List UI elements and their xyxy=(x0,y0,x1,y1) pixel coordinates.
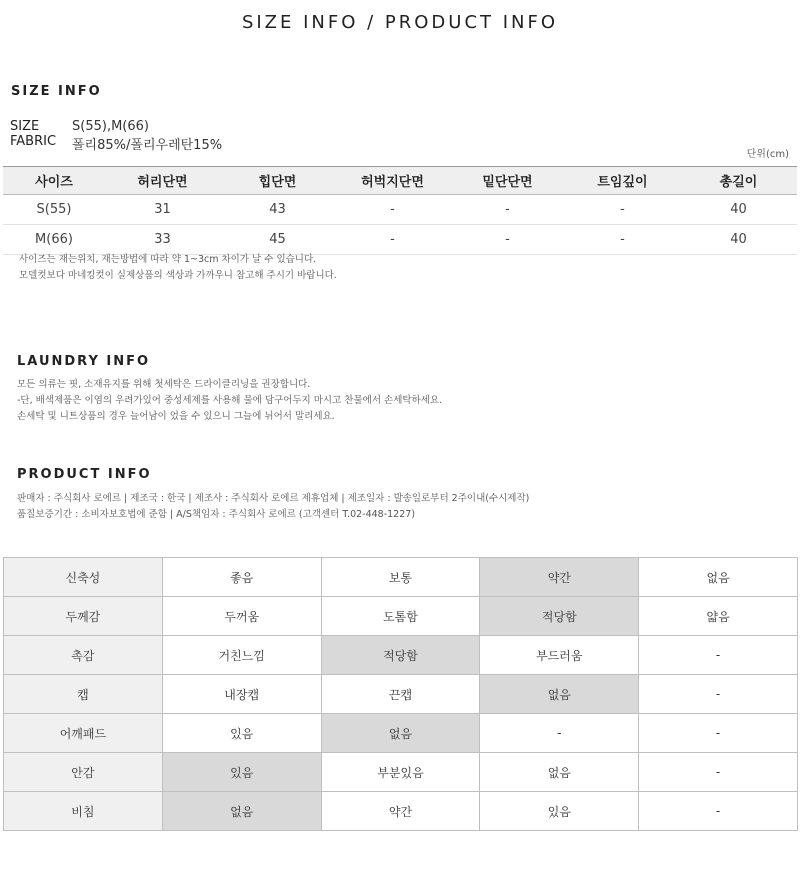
laundry-info-heading: LAUNDRY INFO xyxy=(17,354,151,369)
attribute-label: 촉감 xyxy=(4,636,163,675)
attribute-label: 비침 xyxy=(4,792,163,831)
table-cell: 43 xyxy=(220,195,335,225)
laundry-line: 모든 의류는 핏, 소재유지를 위해 첫세탁은 드라이클리닝을 권장합니다. xyxy=(17,379,311,390)
attribute-option: - xyxy=(639,753,798,792)
laundry-line: -단, 배색제품은 이염의 우려가있어 중성세제를 사용해 물에 담구어두지 마시고 찬물에서 손세탁하세요. xyxy=(17,395,443,406)
table-cell: - xyxy=(565,195,680,225)
attribute-option: 끈캡 xyxy=(321,675,480,714)
attribute-row xyxy=(4,792,798,831)
attribute-option: 없음 xyxy=(639,558,798,597)
attribute-option: 두꺼움 xyxy=(162,597,321,636)
laundry-notes xyxy=(17,377,442,425)
table-row xyxy=(3,225,797,255)
attribute-label: 두께감 xyxy=(4,597,163,636)
attribute-row xyxy=(4,714,798,753)
table-cell: S(55) xyxy=(3,195,105,225)
table-cell: - xyxy=(450,195,565,225)
table-cell: 40 xyxy=(680,195,797,225)
attribute-option: - xyxy=(639,792,798,831)
size-info-heading: SIZE INFO xyxy=(11,84,102,99)
attribute-option: - xyxy=(639,675,798,714)
attribute-label: 어깨패드 xyxy=(4,714,163,753)
fabric-value: 폴리85%/폴리우레탄15% xyxy=(72,138,223,153)
attribute-option: 적당함 xyxy=(480,597,639,636)
product-line: 판매자 : 주식회사 로에르 | 제조국 : 한국 | 제조사 : 주식회사 로에르 제휴업체 | 제조일자 : 발송일로부터 2주이내(수시제작) xyxy=(17,493,530,504)
attribute-option: 부드러움 xyxy=(480,636,639,675)
attribute-option: 없음 xyxy=(480,675,639,714)
column-header: 허리단면 xyxy=(105,167,220,195)
size-label: SIZE xyxy=(10,119,40,134)
attribute-option: 약간 xyxy=(321,792,480,831)
attribute-row xyxy=(4,558,798,597)
attribute-option: - xyxy=(639,636,798,675)
product-line: 품질보증기간 : 소비자보호법에 준함 | A/S책임자 : 주식회사 로에르 (고객센터 T.02-448-1227) xyxy=(17,509,416,520)
attribute-option: 있음 xyxy=(162,753,321,792)
table-cell: 31 xyxy=(105,195,220,225)
attribute-option: 있음 xyxy=(162,714,321,753)
fabric-label: FABRIC xyxy=(10,134,57,149)
attribute-row xyxy=(4,675,798,714)
product-notes xyxy=(17,491,529,523)
attribute-option: - xyxy=(639,714,798,753)
attribute-option: 내장캡 xyxy=(162,675,321,714)
attribute-option: 약간 xyxy=(480,558,639,597)
page-title: SIZE INFO / PRODUCT INFO xyxy=(241,12,559,33)
table-cell: 40 xyxy=(680,225,797,255)
product-attribute-table xyxy=(3,557,798,831)
attribute-option: 보통 xyxy=(321,558,480,597)
attribute-option: - xyxy=(480,714,639,753)
column-header: 총길이 xyxy=(680,167,797,195)
attribute-option: 도톰함 xyxy=(321,597,480,636)
size-notes xyxy=(19,252,337,284)
table-cell: - xyxy=(335,225,450,255)
attribute-option: 없음 xyxy=(162,792,321,831)
table-cell: - xyxy=(450,225,565,255)
size-table xyxy=(3,166,797,255)
table-row xyxy=(3,195,797,225)
attribute-option: 없음 xyxy=(321,714,480,753)
laundry-line: 손세탁 및 니트상품의 경우 늘어남이 었을 수 있으니 그늘에 뉘어서 말리세요. xyxy=(17,411,335,422)
column-header: 밑단단면 xyxy=(450,167,565,195)
attribute-option: 거친느낌 xyxy=(162,636,321,675)
attribute-label: 안감 xyxy=(4,753,163,792)
size-note: 모델컷보다 마네킹컷이 실제상품의 색상과 가까우니 참고해 주시기 바랍니다. xyxy=(19,270,337,281)
column-header: 사이즈 xyxy=(3,167,105,195)
attribute-option: 있음 xyxy=(480,792,639,831)
table-cell: - xyxy=(565,225,680,255)
unit-label: 단위(cm) xyxy=(746,149,789,160)
attribute-option: 좋음 xyxy=(162,558,321,597)
column-header: 힙단면 xyxy=(220,167,335,195)
table-cell: M(66) xyxy=(3,225,105,255)
table-cell: 45 xyxy=(220,225,335,255)
size-note: 사이즈는 재는위치, 재는방법에 따라 약 1~3cm 차이가 날 수 있습니다. xyxy=(19,254,317,265)
table-cell: - xyxy=(335,195,450,225)
column-header: 허벅지단면 xyxy=(335,167,450,195)
attribute-option: 적당함 xyxy=(321,636,480,675)
attribute-label: 신축성 xyxy=(4,558,163,597)
attribute-row xyxy=(4,636,798,675)
attribute-label: 캡 xyxy=(4,675,163,714)
product-info-heading: PRODUCT INFO xyxy=(17,467,152,482)
size-value: S(55),M(66) xyxy=(72,119,149,134)
attribute-row xyxy=(4,597,798,636)
table-cell: 33 xyxy=(105,225,220,255)
attribute-option: 부분있음 xyxy=(321,753,480,792)
size-table-header xyxy=(3,167,797,195)
column-header: 트임깊이 xyxy=(565,167,680,195)
attribute-option: 없음 xyxy=(480,753,639,792)
attribute-option: 얇음 xyxy=(639,597,798,636)
attribute-row xyxy=(4,753,798,792)
